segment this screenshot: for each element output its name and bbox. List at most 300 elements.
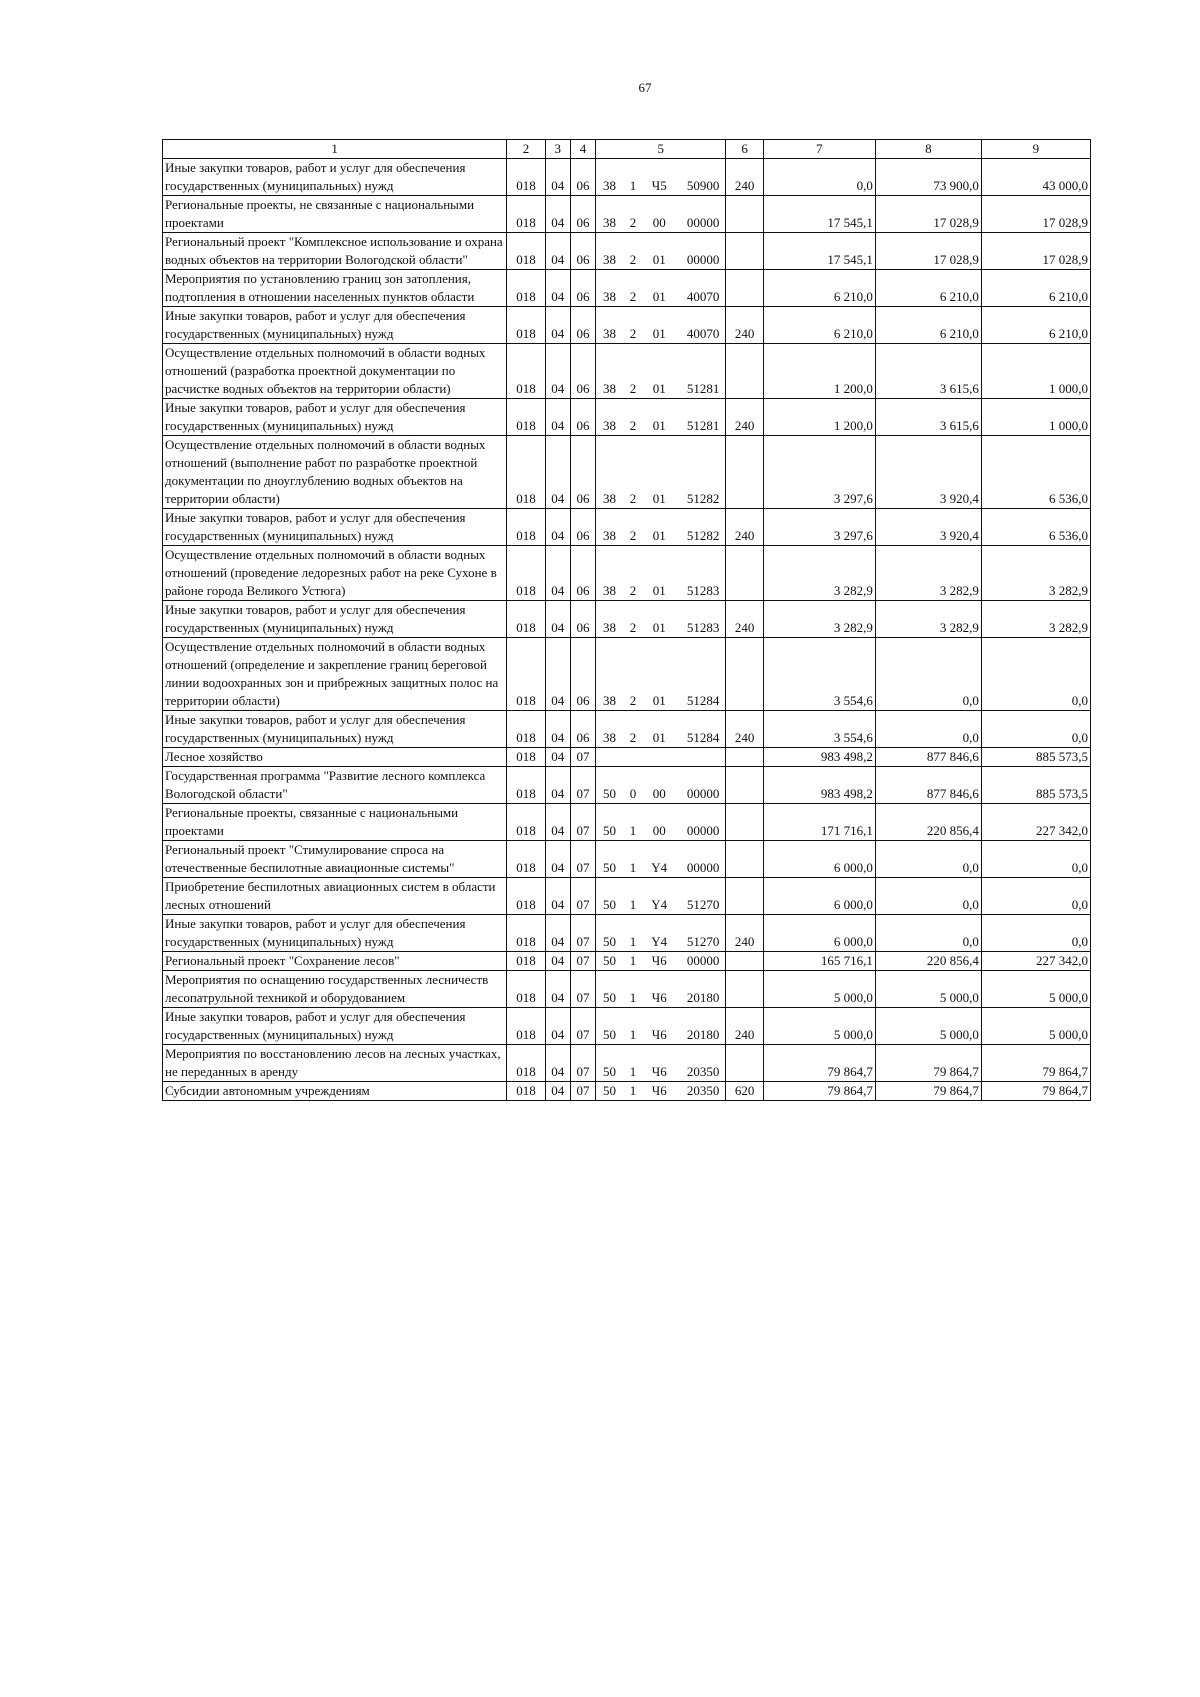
code-measure: 01 [643,711,675,748]
row-name: Осуществление отдельных полномочий в области водных отношений (определение и закрепление границ береговой линии водоохранных зон и прибрежных защитных полос на территории области) [163,638,507,711]
code-direction: 00000 [675,841,725,878]
code-subsection: 06 [570,159,595,196]
row-name: Осуществление отдельных полномочий в области водных отношений (выполнение работ по разработке проектной документации по дноуглублению водных объектов на территории области) [163,436,507,509]
column-header: 4 [570,140,595,159]
table-row [163,159,1091,196]
code-expense-type: 240 [726,509,763,546]
code-direction: 20180 [675,1008,725,1045]
amount-col8: 73 900,0 [875,159,981,196]
code-program: 38 [596,270,623,307]
code-subsection: 07 [570,748,595,767]
code-expense-type: 620 [726,1082,763,1101]
table-row [163,952,1091,971]
code-subprogram: 2 [623,601,643,638]
code-program: 38 [596,399,623,436]
code-direction: 51281 [675,344,725,399]
amount-col7: 79 864,7 [763,1045,875,1082]
code-measure: 01 [643,546,675,601]
code-direction: 40070 [675,270,725,307]
code-direction: 51281 [675,399,725,436]
code-subprogram [623,748,643,767]
page-number: 67 [638,80,652,95]
code-admin: 018 [507,804,545,841]
code-admin: 018 [507,196,545,233]
amount-col9: 0,0 [981,878,1090,915]
code-subprogram: 2 [623,546,643,601]
column-header: 5 [596,140,726,159]
table-row [163,307,1091,344]
row-name: Лесное хозяйство [163,748,507,767]
code-section: 04 [545,878,570,915]
column-header: 7 [763,140,875,159]
code-subprogram: 1 [623,1045,643,1082]
code-program: 50 [596,767,623,804]
table-row [163,1082,1091,1101]
code-admin: 018 [507,307,545,344]
table-row [163,841,1091,878]
code-subsection: 06 [570,711,595,748]
code-subprogram: 2 [623,509,643,546]
code-section: 04 [545,509,570,546]
code-subprogram: 2 [623,711,643,748]
amount-col7: 79 864,7 [763,1082,875,1101]
amount-col9: 0,0 [981,841,1090,878]
code-subprogram: 2 [623,307,643,344]
amount-col9: 885 573,5 [981,767,1090,804]
code-measure: 01 [643,307,675,344]
code-admin: 018 [507,711,545,748]
table-row [163,344,1091,399]
code-program: 38 [596,233,623,270]
code-direction: 20350 [675,1045,725,1082]
code-expense-type [726,546,763,601]
amount-col7: 6 210,0 [763,270,875,307]
code-admin: 018 [507,1045,545,1082]
code-section: 04 [545,307,570,344]
code-admin: 018 [507,878,545,915]
code-section: 04 [545,1082,570,1101]
code-measure: 00 [643,767,675,804]
amount-col8: 0,0 [875,915,981,952]
amount-col7: 6 000,0 [763,878,875,915]
amount-col8: 6 210,0 [875,307,981,344]
amount-col7: 6 000,0 [763,841,875,878]
table-header-row [163,140,1091,159]
code-admin: 018 [507,399,545,436]
code-measure [643,748,675,767]
code-direction: 51270 [675,915,725,952]
column-header: 3 [545,140,570,159]
row-name: Иные закупки товаров, работ и услуг для обеспечения государственных (муниципальных) нужд [163,601,507,638]
amount-col8: 3 615,6 [875,399,981,436]
code-measure: 01 [643,638,675,711]
code-program: 38 [596,159,623,196]
column-header: 6 [726,140,763,159]
code-program: 38 [596,436,623,509]
code-expense-type [726,196,763,233]
code-subprogram: 2 [623,638,643,711]
table-row [163,804,1091,841]
code-program: 50 [596,971,623,1008]
row-name: Мероприятия по восстановлению лесов на лесных участках, не переданных в аренду [163,1045,507,1082]
code-subsection: 06 [570,196,595,233]
code-program: 38 [596,307,623,344]
code-admin: 018 [507,1008,545,1045]
code-program: 50 [596,878,623,915]
code-section: 04 [545,1008,570,1045]
code-measure: Ч6 [643,1008,675,1045]
row-name: Региональный проект "Сохранение лесов" [163,952,507,971]
code-direction: 40070 [675,307,725,344]
row-name: Иные закупки товаров, работ и услуг для обеспечения государственных (муниципальных) нужд [163,915,507,952]
amount-col7: 1 200,0 [763,344,875,399]
amount-col8: 877 846,6 [875,767,981,804]
code-subsection: 06 [570,436,595,509]
code-program: 50 [596,1008,623,1045]
code-direction: 51282 [675,509,725,546]
code-admin: 018 [507,1082,545,1101]
code-section: 04 [545,915,570,952]
amount-col7: 3 554,6 [763,638,875,711]
amount-col9: 79 864,7 [981,1045,1090,1082]
amount-col9: 885 573,5 [981,748,1090,767]
code-subprogram: 2 [623,344,643,399]
code-admin: 018 [507,436,545,509]
code-section: 04 [545,436,570,509]
code-subsection: 07 [570,1008,595,1045]
amount-col7: 3 554,6 [763,711,875,748]
code-subsection: 07 [570,767,595,804]
code-section: 04 [545,952,570,971]
amount-col8: 17 028,9 [875,233,981,270]
code-subprogram: 1 [623,878,643,915]
amount-col8: 3 615,6 [875,344,981,399]
code-expense-type [726,841,763,878]
amount-col7: 3 297,6 [763,509,875,546]
code-section: 04 [545,399,570,436]
code-subsection: 06 [570,601,595,638]
amount-col7: 5 000,0 [763,1008,875,1045]
row-name: Региональный проект "Комплексное использование и охрана водных объектов на территории Вологодской области" [163,233,507,270]
table-row [163,638,1091,711]
amount-col9: 43 000,0 [981,159,1090,196]
amount-col8: 0,0 [875,711,981,748]
code-subsection: 07 [570,878,595,915]
code-subprogram: 2 [623,270,643,307]
code-section: 04 [545,601,570,638]
code-direction: 51283 [675,546,725,601]
amount-col9: 227 342,0 [981,952,1090,971]
code-subsection: 07 [570,952,595,971]
row-name: Региональные проекты, не связанные с национальными проектами [163,196,507,233]
code-program: 50 [596,1045,623,1082]
code-program: 38 [596,509,623,546]
code-expense-type: 240 [726,307,763,344]
amount-col8: 0,0 [875,878,981,915]
amount-col8: 3 920,4 [875,436,981,509]
code-subprogram: 1 [623,841,643,878]
code-subsection: 06 [570,399,595,436]
table-row [163,748,1091,767]
code-section: 04 [545,233,570,270]
code-expense-type: 240 [726,601,763,638]
code-measure: 01 [643,399,675,436]
amount-col9: 3 282,9 [981,546,1090,601]
amount-col8: 5 000,0 [875,971,981,1008]
code-program: 38 [596,344,623,399]
table-row [163,971,1091,1008]
code-admin: 018 [507,601,545,638]
code-measure: Ч6 [643,1045,675,1082]
amount-col7: 3 282,9 [763,601,875,638]
code-subprogram: 2 [623,196,643,233]
code-program: 50 [596,915,623,952]
code-admin: 018 [507,270,545,307]
code-subsection: 07 [570,841,595,878]
amount-col9: 227 342,0 [981,804,1090,841]
amount-col7: 983 498,2 [763,748,875,767]
code-program [596,748,623,767]
amount-col8: 3 282,9 [875,601,981,638]
code-measure: Y4 [643,841,675,878]
code-subprogram: 1 [623,159,643,196]
code-direction: 00000 [675,804,725,841]
amount-col8: 0,0 [875,638,981,711]
code-expense-type [726,270,763,307]
code-subprogram: 1 [623,952,643,971]
row-name: Мероприятия по оснащению государственных лесничеств лесопатрульной техникой и оборудованием [163,971,507,1008]
code-program: 38 [596,546,623,601]
code-expense-type [726,952,763,971]
amount-col8: 3 920,4 [875,509,981,546]
code-program: 38 [596,638,623,711]
code-direction: 51284 [675,638,725,711]
code-expense-type [726,436,763,509]
row-name: Иные закупки товаров, работ и услуг для обеспечения государственных (муниципальных) нужд [163,307,507,344]
code-expense-type [726,344,763,399]
amount-col8: 5 000,0 [875,1008,981,1045]
code-expense-type: 240 [726,399,763,436]
table-row [163,915,1091,952]
amount-col9: 6 536,0 [981,436,1090,509]
code-subsection: 06 [570,638,595,711]
code-measure: Y4 [643,915,675,952]
code-measure: 01 [643,601,675,638]
column-header: 2 [507,140,545,159]
amount-col9: 5 000,0 [981,1008,1090,1045]
table-row [163,270,1091,307]
row-name: Иные закупки товаров, работ и услуг для обеспечения государственных (муниципальных) нужд [163,1008,507,1045]
row-name: Осуществление отдельных полномочий в области водных отношений (разработка проектной документации по расчистке водных объектов на территории области) [163,344,507,399]
code-admin: 018 [507,233,545,270]
row-name: Региональные проекты, связанные с национальными проектами [163,804,507,841]
amount-col9: 0,0 [981,915,1090,952]
amount-col7: 171 716,1 [763,804,875,841]
code-direction: 51270 [675,878,725,915]
code-measure: Y4 [643,878,675,915]
amount-col8: 79 864,7 [875,1082,981,1101]
code-measure: 00 [643,196,675,233]
code-subprogram: 2 [623,399,643,436]
table-row [163,711,1091,748]
amount-col7: 17 545,1 [763,233,875,270]
code-measure: Ч6 [643,971,675,1008]
code-measure: Ч5 [643,159,675,196]
code-admin: 018 [507,748,545,767]
code-subprogram: 2 [623,436,643,509]
code-subsection: 06 [570,270,595,307]
code-expense-type: 240 [726,159,763,196]
table-row [163,1008,1091,1045]
code-program: 50 [596,804,623,841]
amount-col7: 0,0 [763,159,875,196]
code-program: 38 [596,711,623,748]
code-subsection: 06 [570,307,595,344]
table-row [163,399,1091,436]
code-program: 50 [596,841,623,878]
amount-col7: 983 498,2 [763,767,875,804]
table-row [163,233,1091,270]
code-subsection: 06 [570,233,595,270]
code-measure: Ч6 [643,1082,675,1101]
amount-col9: 3 282,9 [981,601,1090,638]
column-header: 8 [875,140,981,159]
code-subprogram: 1 [623,915,643,952]
code-section: 04 [545,804,570,841]
code-section: 04 [545,1045,570,1082]
amount-col9: 5 000,0 [981,971,1090,1008]
row-name: Региональный проект "Стимулирование спроса на отечественные беспилотные авиационные системы" [163,841,507,878]
code-section: 04 [545,344,570,399]
amount-col8: 0,0 [875,841,981,878]
table-row [163,878,1091,915]
code-admin: 018 [507,971,545,1008]
amount-col9: 1 000,0 [981,344,1090,399]
amount-col7: 6 000,0 [763,915,875,952]
code-measure: 00 [643,804,675,841]
code-direction: 20180 [675,971,725,1008]
amount-col9: 17 028,9 [981,233,1090,270]
code-measure: 01 [643,270,675,307]
code-direction: 50900 [675,159,725,196]
code-measure: 01 [643,233,675,270]
row-name: Иные закупки товаров, работ и услуг для обеспечения государственных (муниципальных) нужд [163,509,507,546]
code-section: 04 [545,711,570,748]
code-subprogram: 0 [623,767,643,804]
amount-col7: 5 000,0 [763,971,875,1008]
code-section: 04 [545,971,570,1008]
amount-col7: 6 210,0 [763,307,875,344]
code-section: 04 [545,841,570,878]
amount-col8: 220 856,4 [875,952,981,971]
code-subprogram: 1 [623,1082,643,1101]
code-expense-type [726,804,763,841]
code-subsection: 07 [570,915,595,952]
amount-col9: 1 000,0 [981,399,1090,436]
code-direction: 51282 [675,436,725,509]
amount-col8: 877 846,6 [875,748,981,767]
amount-col9: 17 028,9 [981,196,1090,233]
code-section: 04 [545,748,570,767]
row-name: Субсидии автономным учреждениям [163,1082,507,1101]
code-section: 04 [545,159,570,196]
code-program: 38 [596,601,623,638]
table-row [163,546,1091,601]
amount-col9: 79 864,7 [981,1082,1090,1101]
code-expense-type: 240 [726,915,763,952]
code-section: 04 [545,638,570,711]
code-subsection: 06 [570,509,595,546]
code-admin: 018 [507,509,545,546]
code-subsection: 07 [570,1082,595,1101]
code-direction: 00000 [675,196,725,233]
table-row [163,601,1091,638]
code-measure: 01 [643,436,675,509]
amount-col8: 17 028,9 [875,196,981,233]
column-header: 9 [981,140,1090,159]
amount-col8: 3 282,9 [875,546,981,601]
amount-col9: 6 536,0 [981,509,1090,546]
code-section: 04 [545,270,570,307]
row-name: Государственная программа "Развитие лесного комплекса Вологодской области" [163,767,507,804]
code-subsection: 07 [570,1045,595,1082]
code-subsection: 06 [570,344,595,399]
row-name: Иные закупки товаров, работ и услуг для обеспечения государственных (муниципальных) нужд [163,399,507,436]
code-admin: 018 [507,841,545,878]
code-direction: 51283 [675,601,725,638]
code-subprogram: 2 [623,233,643,270]
amount-col9: 0,0 [981,711,1090,748]
code-section: 04 [545,196,570,233]
code-expense-type [726,878,763,915]
code-expense-type [726,767,763,804]
code-expense-type [726,233,763,270]
amount-col7: 3 282,9 [763,546,875,601]
table-row [163,1045,1091,1082]
amount-col8: 79 864,7 [875,1045,981,1082]
code-expense-type [726,1045,763,1082]
code-direction: 00000 [675,767,725,804]
table-row [163,436,1091,509]
code-section: 04 [545,767,570,804]
table-row [163,509,1091,546]
code-direction: 20350 [675,1082,725,1101]
amount-col8: 220 856,4 [875,804,981,841]
column-header: 1 [163,140,507,159]
amount-col7: 1 200,0 [763,399,875,436]
code-subprogram: 1 [623,1008,643,1045]
row-name: Приобретение беспилотных авиационных систем в области лесных отношений [163,878,507,915]
code-measure: 01 [643,509,675,546]
code-expense-type [726,971,763,1008]
amount-col9: 0,0 [981,638,1090,711]
amount-col7: 165 716,1 [763,952,875,971]
code-expense-type [726,748,763,767]
budget-table [162,139,1091,1101]
code-subsection: 06 [570,546,595,601]
code-admin: 018 [507,952,545,971]
code-measure: 01 [643,344,675,399]
code-admin: 018 [507,159,545,196]
row-name: Иные закупки товаров, работ и услуг для обеспечения государственных (муниципальных) нужд [163,159,507,196]
amount-col9: 6 210,0 [981,270,1090,307]
code-measure: Ч6 [643,952,675,971]
amount-col7: 17 545,1 [763,196,875,233]
amount-col7: 3 297,6 [763,436,875,509]
code-subprogram: 1 [623,804,643,841]
code-expense-type [726,638,763,711]
row-name: Осуществление отдельных полномочий в области водных отношений (проведение ледорезных работ на реке Сухоне в районе города Великого Устюга) [163,546,507,601]
